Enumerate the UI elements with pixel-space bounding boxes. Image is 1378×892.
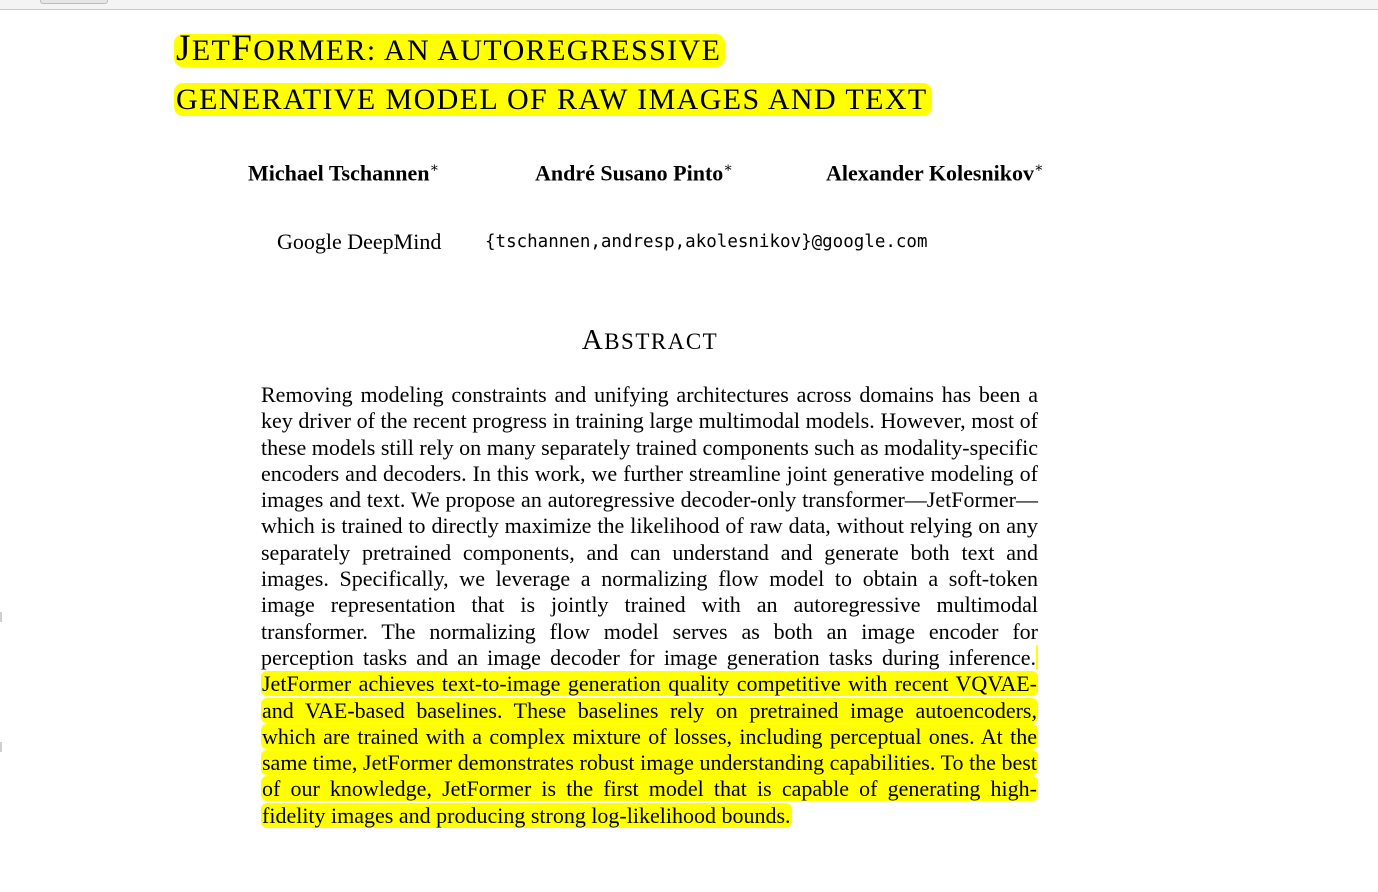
title-line1-rest: ORMER: AN AUTOREGRESSIVE: [253, 34, 722, 67]
viewer-top-bar: [0, 0, 1378, 10]
author: [535, 160, 733, 186]
viewer-tab[interactable]: [40, 0, 108, 4]
abstract-plain-text: Removing modeling constraints and unifying architectures across domains has been a key driver of the recent progress in training large multimodal models. However, most of these models still rely on many separately trained components such as modality-specific encoders and decoders. In this work, we further streamline joint generative modeling of images and text. We propose an autoregressive decoder-only transformer—JetFormer—which is trained to directly maximize the likelihood of raw data, without relying on any separately pretrained components, and can understand and generate both text and images. Specifically, we leverage a normalizing flow model to obtain a soft-token image representation that is jointly trained with an autoregressive multimodal transformer. The normalizing flow model serves as both an image encoder for perception tasks and an image decoder for image generation tasks during inference.: [261, 382, 1038, 670]
paper-title: [174, 24, 1114, 124]
abstract-heading-rest: BSTRACT: [604, 329, 719, 354]
email-addresses[interactable]: {tschannen,andresp,akolesnikov}@google.com: [485, 232, 928, 252]
abstract-text: [261, 382, 1038, 829]
affiliation: Google DeepMind: [277, 229, 442, 254]
author: [248, 160, 439, 186]
equal-contribution-mark: ∗: [429, 161, 440, 176]
left-edge-marker: [0, 742, 2, 752]
title-initial-f: F: [231, 28, 254, 69]
author-list: [248, 160, 1088, 190]
author: [826, 160, 1044, 186]
author-name: Michael Tschannen: [248, 160, 430, 186]
author-name: Alexander Kolesnikov: [826, 160, 1035, 186]
equal-contribution-mark: ∗: [723, 161, 733, 176]
title-line2: GENERATIVE MODEL OF RAW IMAGES AND TEXT: [176, 83, 928, 116]
left-edge-marker: [0, 612, 2, 622]
abstract-highlighted-text: JetFormer achieves text-to-image generation quality competitive with recent VQVAE- and VAE-based baselines. These baselines rely on pretrained image autoencoders, which are trained with a complex mixture of losses, including perceptual ones. At the same time, JetFormer demonstrates robust image understanding capabilities. To the best of our knowledge, JetFormer is the first model that is capable of generating high-fidelity images and producing strong log-likelihood bounds.: [261, 645, 1038, 828]
equal-contribution-mark: ∗: [1034, 161, 1044, 176]
title-initial-j: J: [176, 28, 192, 69]
title-word-et: ET: [191, 34, 232, 67]
author-name: André Susano Pinto: [535, 160, 724, 186]
title-highlight: [174, 28, 932, 116]
abstract-initial: A: [581, 324, 605, 356]
abstract-heading: [0, 324, 1300, 357]
